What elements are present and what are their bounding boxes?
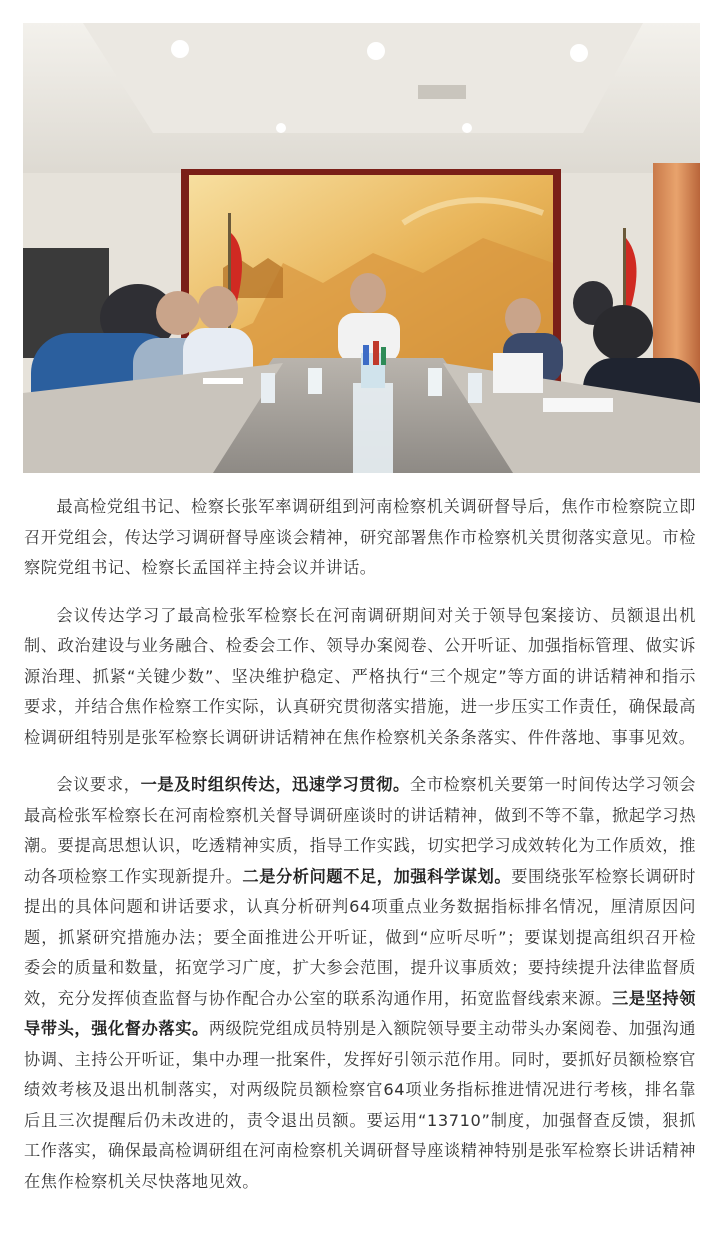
paragraph-requirements	[24, 770, 696, 1197]
requirement-3-text: 两级院党组成员特别是入额院领导要主动带头办案阅卷、加强沟通协调、主持公开听证，集中办理一批案件，发挥好引领示范作用。同时，要抓好员额检察官绩效考核及退出机制落实，对两级院员额检察官64项业务指标推进情况进行考核，排名靠后且三次提醒后仍未改进的，责令退出员额。要运用“13710”制度，加强督查反馈，狠抓工作落实，确保最高检调研组在河南检察机关调研督导座谈精神特别是张军检察长讲话精神在焦作检察机关尽快落地见效。	[24, 1019, 696, 1191]
requirement-1-text: 全市检察机关要第一时间传达学习领会最高检张军检察长在河南检察机关督导调研座谈时的讲话精神，做到不等不靠，掀起学习热潮。要提高思想认识，吃透精神实质，指导工作实践，切实把学习成效转化为工作质效，推动各项检察工作实现新提升。	[24, 775, 696, 886]
requirement-2-text: 要围绕张军检察长调研时提出的具体问题和讲话要求，认真分析研判64项重点业务数据指标排名情况，厘清原因问题，抓紧研究措施办法；要全面推进公开听证，做到“应听尽听”；要谋划提高组织召开检委会的质量和数量，拓宽学习广度，扩大参会范围，提升议事质效；要持续提升法律监督质效，充分发挥侦查监督与协作配合办公室的联系沟通作用，拓宽监督线索来源。	[24, 866, 696, 1008]
paragraph-study: 会议传达学习了最高检张军检察长在河南调研期间对关于领导包案接访、员额退出机制、政治建设与业务融合、检委会工作、领导办案阅卷、公开听证、加强指标管理、做实诉源治理、抓紧“关键少数”、坚决维护稳定、严格执行“三个规定”等方面的讲话精神和指示要求，并结合焦作检察工作实际，认真研究贯彻落实措施，进一步压实工作责任，确保最高检调研组特别是张军检察长调研讲话精神在焦作检察机关条条落实、件件落地、事事见效。	[24, 605, 696, 747]
requirement-2-heading: 二是分析问题不足，加强科学谋划。	[242, 866, 512, 886]
article-body	[24, 492, 696, 1214]
requirement-3-heading: 三是坚持领导带头，强化督办落实。	[24, 988, 697, 1038]
paragraph-intro: 最高检党组书记、检察长张军率调研组到河南检察机关调研督导后，焦作市检察院立即召开党组会，传达学习调研督导座谈会精神，研究部署焦作市检察机关贯彻落实意见。市检察院党组书记、检察长孟国祥主持会议并讲话。	[24, 497, 696, 577]
requirement-1-heading: 一是及时组织传达，迅速学习贯彻。	[140, 775, 410, 794]
meeting-scene-illustration	[23, 23, 700, 473]
requirements-lead: 会议要求，	[56, 775, 141, 794]
meeting-room-photo	[23, 23, 700, 473]
